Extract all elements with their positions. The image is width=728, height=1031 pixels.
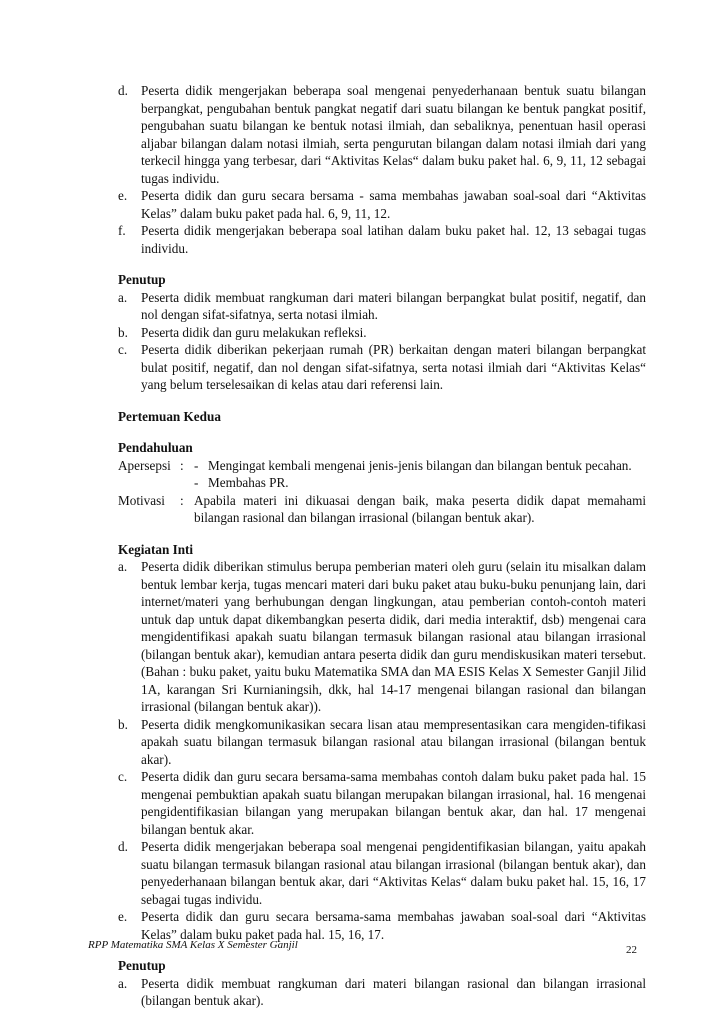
item-text: Peserta didik mengerjakan beberapa soal mengenai penyederhanaan bentuk suatu bilangan berpangkat, pengubahan bentuk pangkat negatif dari suatu bilangan ke bentuk pangkat positif, pengubahan suatu bilangan ke bentuk notasi ilmiah, dan sebaliknya, penentuan hasil operasi aljabar bilangan dalam notasi ilmiah, serta pengurutan bilangan dalam notasi ilmiah dari yang terkecil hingga yang terbesar, dari “Aktivitas Kelas“ dalam buku paket hal. 6, 9, 11, 12 sebagai tugas individu. [141, 83, 646, 186]
page-content [118, 82, 646, 1010]
item-text: Peserta didik dan guru secara bersama-sama membahas contoh dalam buku paket pada hal. 15 mengenai pembuktian apakah suatu bilangan merupakan bilangan irrasional, hal. 16 mengenai pengidentifikasian bilangan yang merupakan bilangan bentuk akar, dan hal. 17 mengenai bilangan bentuk akar. [141, 769, 646, 837]
item-label: d. [118, 839, 128, 854]
dash: - [194, 457, 199, 473]
colon: : [180, 457, 184, 473]
item-text: Peserta didik dan guru melakukan refleksi. [141, 324, 367, 340]
item-label: b. [118, 324, 128, 340]
penutup-heading: Penutup [118, 272, 166, 287]
item-label: e. [118, 188, 128, 203]
item-text: Peserta didik mengerjakan beberapa soal mengenai pengidentifikasian bilangan, yaitu apakah suatu bilangan termasuk bilangan rasional atau bilangan irrasional (bilangan bentuk akar), dan penyederhanaan bilangan bentuk akar, dari “Aktivitas Kelas“ dalam buku paket hal. 15, 16, 17 sebagai tugas individu. [141, 839, 646, 907]
item-label: e. [118, 909, 128, 924]
list-item [118, 716, 646, 769]
apersepsi-item: Membahas PR. [208, 475, 289, 490]
footer-title: RPP Matematika SMA Kelas X Semester Ganjil [88, 939, 298, 951]
page-number: 22 [626, 944, 637, 956]
list-item [194, 457, 646, 475]
list-item [118, 341, 646, 394]
item-text: Peserta didik dan guru secara bersama-sama membahas jawaban soal-soal dari “Aktivitas Kelas” dalam buku paket pada hal. 15, 16, 17. [141, 909, 646, 942]
list-item [118, 82, 646, 187]
item-label: a. [118, 975, 128, 991]
item-text: Peserta didik membuat rangkuman dari materi bilangan berpangkat bulat positif, negatif, dan nol dengan sifat-sifatnya, serta notasi ilmiah. [141, 289, 646, 322]
kegiatan-heading: Kegiatan Inti [118, 541, 194, 557]
item-label: b. [118, 716, 128, 732]
list-item [118, 324, 646, 342]
item-label: a. [118, 559, 128, 574]
item-text: Peserta didik diberikan stimulus berupa pemberian materi oleh guru (selain itu misalkan dalam bentuk lembar kerja, tugas mencari materi dari buku paket atau buku-buku penunjang lain, dari internet/materi yang berhubungan dengan lingkungan, atau pemberian contoh-contoh materi untuk dap untuk dapat dikembangkan peserta didik, dari media interaktif, dsb) mengenai cara mengidentifikasi apakah suatu bilangan termasuk bilangan rasional atau bilangan irrasional (bilangan bentuk akar), kemudian antara peserta didik dan guru mendiskusikan materi tersebut. (Bahan : buku paket, yaitu buku Matematika SMA dan MA ESIS Kelas X Semester Ganjil Jilid 1A, karangan Sri Kurnianingsih, dkk, hal 14-17 mengenai bilangan rasional dan bilangan irrasional (bilangan bentuk akar)). [141, 559, 646, 714]
kegiatan-list [118, 558, 646, 943]
apersepsi-row [118, 457, 646, 492]
list-item [194, 474, 646, 492]
penutup-list [118, 289, 646, 394]
list-item [118, 768, 646, 838]
list-item [118, 222, 646, 257]
item-label: c. [118, 769, 128, 784]
penutup-heading: Penutup [118, 958, 166, 973]
item-label: d. [118, 83, 128, 98]
apersepsi-label: Apersepsi [118, 457, 171, 473]
item-text: Peserta didik membuat rangkuman dari materi bilangan rasional dan bilangan irrasional (bilangan bentuk akar). [141, 975, 646, 1008]
list-item [118, 838, 646, 908]
pendahuluan-heading: Pendahuluan [118, 440, 193, 455]
list-item [118, 975, 646, 1010]
pertemuan-heading: Pertemuan Kedua [118, 408, 221, 424]
section1-list [118, 82, 646, 257]
item-text: Peserta didik mengerjakan beberapa soal latihan dalam buku paket hal. 12, 13 sebagai tugas individu. [141, 223, 646, 256]
item-text: Peserta didik dan guru secara bersama - sama membahas jawaban soal-soal dari “Aktivitas Kelas” dalam buku paket pada hal. 6, 9, 11, 12. [141, 188, 646, 221]
item-label: c. [118, 342, 128, 357]
colon: : [180, 492, 184, 508]
item-text: Peserta didik diberikan pekerjaan rumah (PR) berkaitan dengan materi bilangan berpangkat bulat positif, negatif, dan nol dengan sifat-sifatnya, serta notasi ilmiah dari “Aktivitas Kelas“ yang belum terselesaikan di kelas atau dari referensi lain. [141, 342, 646, 392]
item-label: f. [118, 223, 126, 238]
penutup-list [118, 975, 646, 1010]
item-label: a. [118, 289, 128, 305]
motivasi-row [118, 492, 646, 527]
list-item [118, 187, 646, 222]
list-item [118, 558, 646, 716]
apersepsi-item: Mengingat kembali mengenai jenis-jenis bilangan dan bilangan bentuk pecahan. [208, 457, 632, 473]
motivasi-text: Apabila materi ini dikuasai dengan baik, maka peserta didik dapat memahami bilangan rasional dan bilangan irrasional (bilangan bentuk akar). [194, 492, 646, 525]
motivasi-label: Motivasi [118, 492, 165, 508]
apersepsi-values [194, 457, 646, 492]
list-item [118, 289, 646, 324]
dash: - [194, 475, 199, 490]
item-text: Peserta didik mengkomunikasikan secara lisan atau mempresentasikan cara mengiden-tifikasi apakah suatu bilangan termasuk bilangan rasional atau bilangan irrasional (bilangan bentuk akar). [141, 716, 646, 767]
